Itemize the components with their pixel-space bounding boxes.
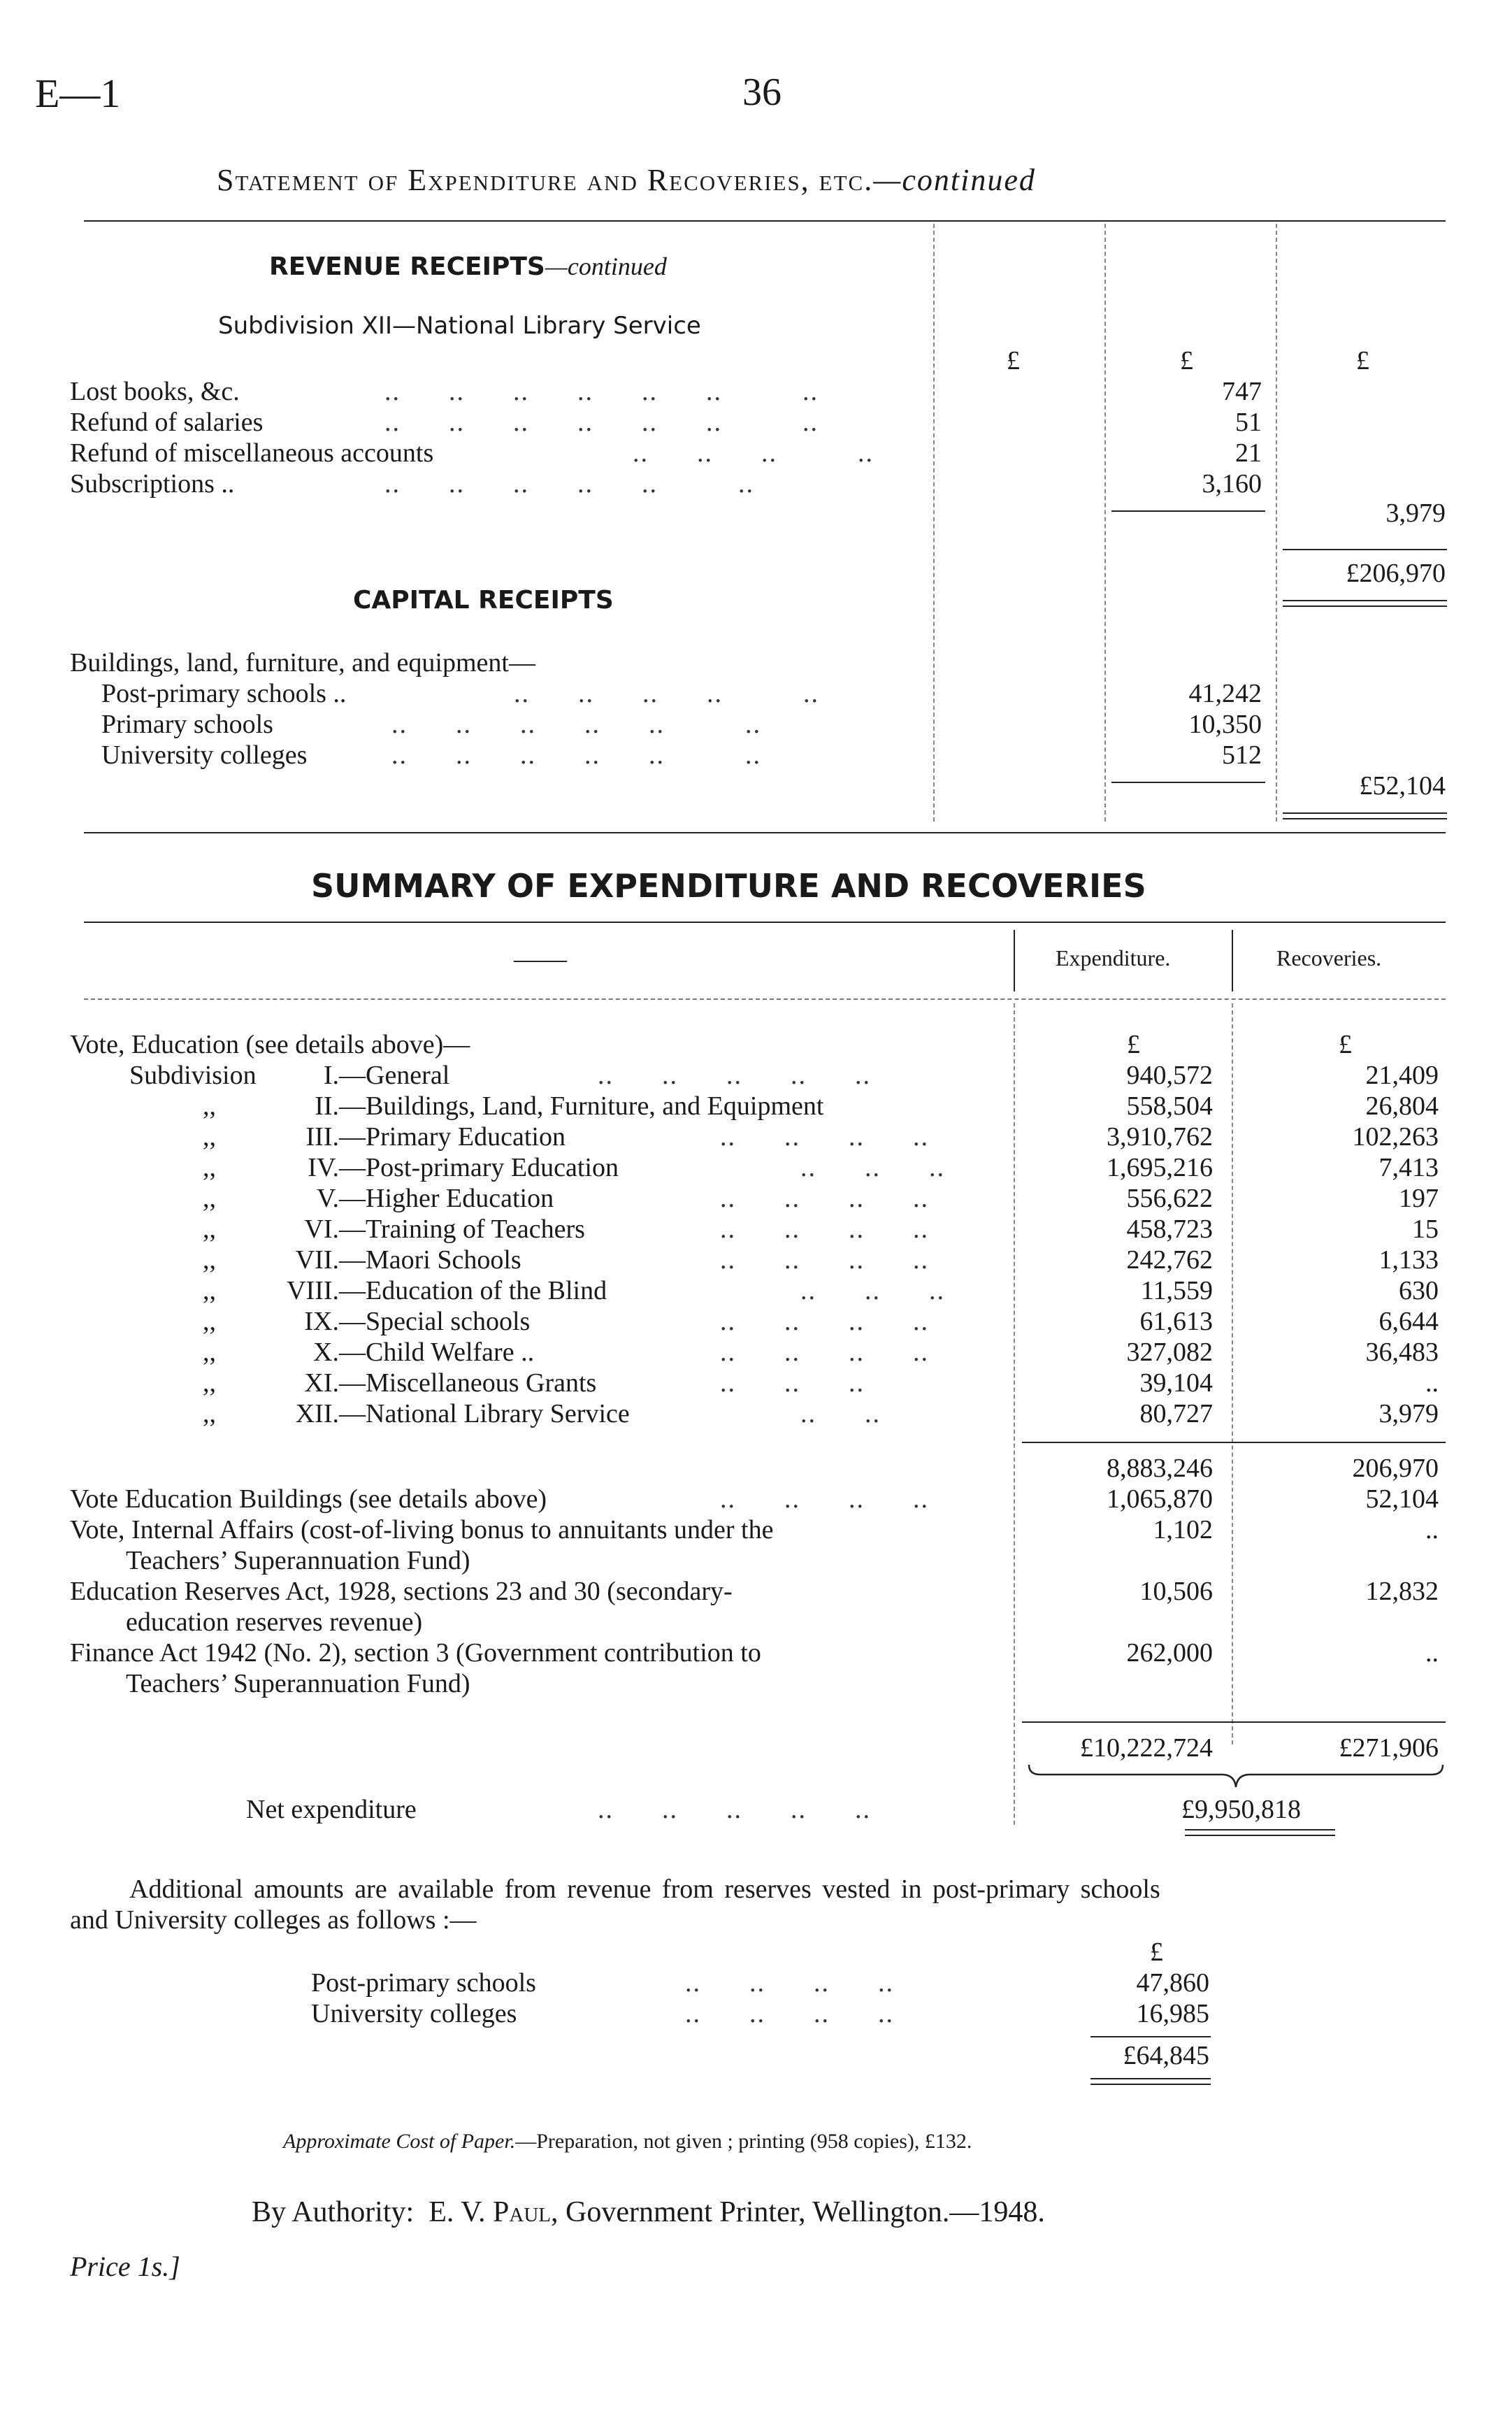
leader-dots: .. .. .. .. ..: [598, 1061, 871, 1090]
net-double-rule-2: [1185, 1835, 1335, 1836]
capital-total: £52,104: [1359, 771, 1446, 801]
summary-col-recoveries: Recoveries.: [1276, 945, 1382, 970]
table-row: [0, 1275, 1512, 1306]
additional-row-label: University colleges: [311, 1999, 517, 2028]
row-label: Vote, Internal Affairs (cost-of-living bonus to annuitants under the: [70, 1515, 774, 1545]
row-label-continued: education reserves revenue): [126, 1607, 423, 1637]
row-prefix: ,,: [203, 1214, 216, 1244]
row-numeral: II.: [315, 1091, 339, 1121]
row-numeral: I.: [323, 1061, 339, 1090]
additional-total: £64,845: [1123, 2041, 1209, 2070]
list-item: [70, 468, 1262, 499]
leader-dots: .. .. .. ..: [720, 1184, 929, 1213]
leader-dots: .. .. .. .. ..: [598, 1795, 871, 1824]
summary-title: SUMMARY OF EXPENDITURE AND RECOVERIES: [311, 867, 1146, 905]
row-numeral: VIII.: [287, 1276, 339, 1305]
row-recoveries: ..: [1425, 1515, 1439, 1545]
summary-col-expenditure: Expenditure.: [1056, 945, 1171, 970]
list-item: [311, 1998, 1209, 2029]
row-expenditure: 3,910,762: [1107, 1122, 1213, 1152]
table-row: [0, 1060, 1512, 1091]
section-rule: [84, 832, 1446, 833]
cost-of-paper: [283, 2130, 972, 2154]
table-row: [0, 1245, 1512, 1275]
row-name: —Primary Education: [339, 1122, 566, 1152]
vote-education-label: Vote, Education (see details above)—: [70, 1030, 470, 1059]
page-number: 36: [742, 71, 782, 114]
authority-line: [252, 2195, 1045, 2229]
row-recoveries: 630: [1399, 1276, 1439, 1305]
leader-dots: .. .. .. ..: [685, 1999, 894, 2028]
revenue-total-double-rule-1: [1283, 600, 1447, 601]
capital-row-amount: 10,350: [1188, 710, 1262, 739]
table-row: [0, 1183, 1512, 1214]
table-row: [0, 1337, 1512, 1368]
row-name: —Education of the Blind: [339, 1276, 607, 1305]
revenue-grand-total: £206,970: [1346, 559, 1446, 588]
revenue-subtotal: 3,979: [1385, 499, 1446, 528]
row-name: —Training of Teachers: [339, 1214, 585, 1244]
table-row: [0, 1514, 1512, 1576]
capital-row-label: Primary schools: [101, 710, 273, 739]
summary-header-top-rule: [84, 922, 1446, 923]
row-numeral: X.: [313, 1338, 339, 1367]
row-recoveries: 26,804: [1365, 1091, 1439, 1121]
net-expenditure-label: Net expenditure: [246, 1795, 417, 1824]
capital-total-double-rule-2: [1283, 818, 1447, 819]
price: Price 1s.]: [70, 2251, 180, 2282]
summary-header-divider-1: [1014, 930, 1015, 991]
table-row: [0, 1576, 1512, 1638]
authority-suffix: Government Printer, Wellington.—1948.: [565, 2196, 1045, 2228]
authority-prefix: By Authority:: [252, 2196, 415, 2228]
top-rule: [84, 220, 1446, 222]
row-numeral: VII.: [295, 1245, 339, 1275]
table-row: [0, 1368, 1512, 1398]
statement-title: [217, 162, 1036, 198]
leader-dots: .. .. .. ..: [720, 1338, 929, 1367]
summary-currency-exp: £: [1127, 1030, 1140, 1059]
additional-row-label: Post-primary schools: [311, 1968, 536, 1998]
net-brace: [1026, 1763, 1446, 1791]
row-recoveries: 21,409: [1365, 1061, 1439, 1090]
revenue-row-amount: 51: [1235, 408, 1262, 437]
row-label: Vote Education Buildings (see details above): [70, 1484, 547, 1514]
currency-col-1: £: [1007, 346, 1020, 375]
row-prefix: ,,: [203, 1399, 216, 1428]
row-recoveries: 102,263: [1352, 1122, 1439, 1152]
row-name: —Post-primary Education: [339, 1153, 619, 1182]
row-expenditure: 262,000: [1126, 1638, 1213, 1668]
leader-dots: .. ..: [800, 1399, 881, 1428]
row-name: —Buildings, Land, Furniture, and Equipment: [339, 1091, 824, 1121]
row-name: —Maori Schools: [339, 1245, 521, 1275]
table-row: [0, 1306, 1512, 1337]
capital-row-amount: 512: [1222, 740, 1262, 770]
leader-dots: .. .. .. ..: [720, 1307, 929, 1336]
leader-dots: .. .. ..: [800, 1153, 945, 1182]
row-expenditure: 1,695,216: [1107, 1153, 1213, 1182]
row-numeral: III.: [305, 1122, 339, 1152]
additional-currency: £: [1150, 1937, 1163, 1967]
row-name: —National Library Service: [339, 1399, 630, 1428]
revenue-row-amount: 21: [1235, 438, 1262, 468]
row-recoveries: 52,104: [1365, 1484, 1439, 1514]
table-row: [0, 1152, 1512, 1183]
row-expenditure: 1,102: [1153, 1515, 1213, 1545]
rev-col-divider-3: [1276, 224, 1277, 822]
revenue-row-label: Refund of salaries: [70, 408, 264, 437]
net-double-rule-1: [1185, 1829, 1335, 1830]
summary-header-bottom-rule: [84, 998, 1446, 1000]
row-recoveries: 7,413: [1378, 1153, 1439, 1182]
revenue-row-label: Refund of miscellaneous accounts: [70, 438, 434, 468]
revenue-total-double-rule-2: [1283, 605, 1447, 607]
row-numeral: VI.: [304, 1214, 339, 1244]
capital-row-label: Post-primary schools ..: [101, 679, 347, 708]
row-expenditure: 558,504: [1126, 1091, 1213, 1121]
summary-col-blank: ——: [514, 945, 567, 974]
statement-continued: —continued: [873, 163, 1036, 197]
table-row: [0, 1121, 1512, 1152]
grand-total-rule: [1022, 1721, 1446, 1723]
leader-dots: .. .. .. .. .. ..: [384, 469, 754, 499]
capital-heading: CAPITAL RECEIPTS: [353, 586, 614, 615]
leader-dots: .. .. .. ..: [720, 1245, 929, 1275]
leader-dots: .. .. .. .. .. .. ..: [384, 377, 819, 406]
capital-row-amount: 41,242: [1188, 679, 1262, 708]
table-row: [0, 1638, 1512, 1699]
summary-currency-rec: £: [1339, 1030, 1352, 1059]
total-recoveries: £271,906: [1339, 1733, 1439, 1763]
row-expenditure: 940,572: [1126, 1061, 1213, 1090]
row-label-continued: Teachers’ Superannuation Fund): [126, 1669, 470, 1698]
leader-dots: .. .. .. ..: [720, 1484, 929, 1514]
row-prefix: Subdivision: [129, 1061, 257, 1090]
cost-label: Approximate Cost of Paper.: [283, 2130, 516, 2153]
list-item: [101, 740, 1262, 771]
row-numeral: V.: [316, 1184, 339, 1213]
currency-col-3: £: [1356, 346, 1369, 375]
row-name: —Higher Education: [339, 1184, 554, 1213]
additional-row-amount: 47,860: [1136, 1968, 1209, 1998]
leader-dots: .. .. .. ..: [633, 438, 874, 468]
revenue-row-label: Lost books, &c.: [70, 377, 240, 406]
leader-dots: .. .. .. .. ..: [514, 679, 819, 708]
list-item: [70, 376, 1262, 407]
leader-dots: .. .. ..: [800, 1276, 945, 1305]
table-row: [0, 1484, 1512, 1514]
revenue-heading-continued: —continued: [545, 252, 667, 280]
row-numeral: XI.: [304, 1368, 339, 1398]
row-numeral: IX.: [304, 1307, 339, 1336]
row-label: Education Reserves Act, 1928, sections 23 and 30 (secondary-: [70, 1577, 733, 1606]
row-expenditure: 458,723: [1126, 1214, 1213, 1244]
leader-dots: .. .. .. ..: [720, 1214, 929, 1244]
row-expenditure: 61,613: [1139, 1307, 1213, 1336]
row-label-continued: Teachers’ Superannuation Fund): [126, 1546, 470, 1575]
row-name: —Special schools: [339, 1307, 531, 1336]
vote-total-rule: [1022, 1442, 1446, 1443]
row-prefix: ,,: [203, 1184, 216, 1213]
row-prefix: ,,: [203, 1276, 216, 1305]
row-expenditure: 80,727: [1139, 1399, 1213, 1428]
revenue-heading-text: REVENUE RECEIPTS: [269, 252, 545, 281]
row-name: —Child Welfare ..: [339, 1338, 535, 1367]
list-item: [70, 438, 1262, 468]
revenue-heading: [269, 252, 667, 281]
row-prefix: ,,: [203, 1307, 216, 1336]
row-prefix: ,,: [203, 1153, 216, 1182]
row-name: —General: [339, 1061, 450, 1090]
leader-dots: .. .. .. .. .. ..: [391, 740, 761, 770]
row-prefix: ,,: [203, 1122, 216, 1152]
leader-dots: .. .. .. ..: [720, 1122, 929, 1152]
capital-group-label: Buildings, land, furniture, and equipment—: [70, 648, 535, 678]
row-expenditure: 242,762: [1126, 1245, 1213, 1275]
row-recoveries: 1,133: [1378, 1245, 1439, 1275]
row-numeral: XII.: [295, 1399, 339, 1428]
net-brace-path: [1029, 1765, 1443, 1787]
currency-col-2: £: [1180, 346, 1193, 375]
row-expenditure: 10,506: [1139, 1577, 1213, 1606]
document-code: E—1: [35, 71, 121, 116]
revenue-subtotal-rule: [1111, 510, 1265, 512]
additional-double-rule-1: [1090, 2078, 1211, 2079]
row-recoveries: 3,979: [1378, 1399, 1439, 1428]
leader-dots: .. .. .. ..: [685, 1968, 894, 1998]
total-expenditure: £10,222,724: [1080, 1733, 1213, 1763]
capital-row-label: University colleges: [101, 740, 308, 770]
table-row: [0, 1398, 1512, 1429]
summary-header-divider-2: [1232, 930, 1233, 991]
leader-dots: .. .. ..: [720, 1368, 865, 1398]
row-recoveries: 197: [1399, 1184, 1439, 1213]
row-recoveries: 12,832: [1365, 1577, 1439, 1606]
revenue-row-amount: 3,160: [1202, 469, 1262, 499]
row-numeral: IV.: [308, 1153, 339, 1182]
row-expenditure: 1,065,870: [1107, 1484, 1213, 1514]
row-name: —Miscellaneous Grants: [339, 1368, 597, 1398]
vote-total-recoveries: 206,970: [1352, 1454, 1439, 1483]
net-expenditure-value: £9,950,818: [1181, 1795, 1301, 1824]
row-label: Finance Act 1942 (No. 2), section 3 (Government contribution to: [70, 1638, 761, 1668]
row-prefix: ,,: [203, 1338, 216, 1367]
additional-text-line1: Additional amounts are available from revenue from reserves vested in post-primary schools: [129, 1875, 1160, 1904]
row-recoveries: 36,483: [1365, 1338, 1439, 1367]
leader-dots: .. .. .. .. .. .. ..: [384, 408, 819, 437]
row-recoveries: 15: [1412, 1214, 1439, 1244]
list-item: [70, 407, 1262, 438]
additional-double-rule-2: [1090, 2084, 1211, 2085]
leader-dots: .. .. .. .. .. ..: [391, 710, 761, 739]
table-row: [0, 1214, 1512, 1245]
row-expenditure: 39,104: [1139, 1368, 1213, 1398]
capital-subtotal-rule: [1111, 782, 1265, 783]
cost-text: —Preparation, not given ; printing (958 copies), £132.: [515, 2130, 972, 2153]
revenue-row-label: Subscriptions ..: [70, 469, 235, 499]
revenue-total-rule: [1283, 549, 1447, 550]
additional-row-amount: 16,985: [1136, 1999, 1209, 2028]
capital-total-double-rule-1: [1283, 812, 1447, 814]
row-expenditure: 11,559: [1140, 1276, 1213, 1305]
additional-text-line2: and University colleges as follows :—: [70, 1905, 477, 1935]
row-prefix: ,,: [203, 1091, 216, 1121]
table-row: [0, 1091, 1512, 1121]
additional-total-rule: [1090, 2036, 1211, 2037]
statement-title-text: Statement of Expenditure and Recoveries, etc.: [217, 163, 874, 197]
row-recoveries: 6,644: [1378, 1307, 1439, 1336]
revenue-row-amount: 747: [1222, 377, 1262, 406]
row-recoveries: ..: [1425, 1368, 1439, 1398]
row-recoveries: ..: [1425, 1638, 1439, 1668]
row-expenditure: 556,622: [1126, 1184, 1213, 1213]
vote-total-expenditure: 8,883,246: [1107, 1454, 1213, 1483]
revenue-subdivision: Subdivision XII—National Library Service: [218, 312, 701, 340]
row-expenditure: 327,082: [1126, 1338, 1213, 1367]
list-item: [311, 1968, 1209, 1998]
list-item: [101, 709, 1262, 740]
printer-name: E. V. Paul,: [429, 2196, 559, 2228]
row-prefix: ,,: [203, 1368, 216, 1398]
row-prefix: ,,: [203, 1245, 216, 1275]
list-item: [101, 678, 1262, 709]
